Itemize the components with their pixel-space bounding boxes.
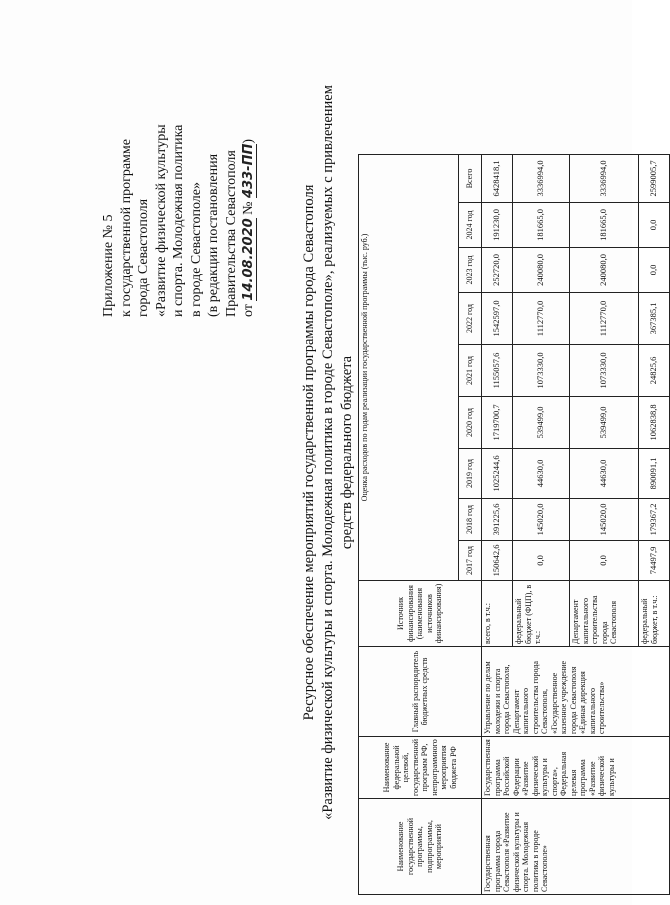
header-source: Источник финансирования (наименования источников финансирования) [359, 580, 482, 646]
value-cell: 1112770,0 [570, 292, 639, 344]
value-cell: 44630,0 [513, 448, 570, 498]
value-cell: 24825,6 [639, 344, 670, 396]
source-cell: всего, в т.ч.: [482, 580, 513, 646]
table-header-row [359, 154, 459, 894]
year-header: 2021 год [459, 344, 482, 396]
value-cell: 539499,0 [513, 396, 570, 448]
total-cell: 3336994,0 [570, 154, 639, 202]
value-cell: 1073330,0 [570, 344, 639, 396]
source-cell: федеральный бюджет (ФЦП), в т.ч.: [513, 580, 570, 646]
year-header: 2017 год [459, 540, 482, 580]
appendix-line: в городе Севастополе» [188, 182, 204, 317]
appendix-line: к государственной программе [118, 139, 134, 317]
total-header: Всего [459, 154, 482, 202]
value-cell: 0,0 [639, 202, 670, 247]
year-header: 2024 год [459, 202, 482, 247]
appendix-line: Приложение № 5 [101, 214, 116, 317]
value-cell: 1112770,0 [513, 292, 570, 344]
value-cell: 150642,6 [482, 540, 513, 580]
federal-program-cell: Государственная программа Российской Федерации «Развитие физической культуры и спорта», Федеральная целевая программа «Развитие физической культуры и [482, 736, 670, 798]
value-cell: 181665,0 [570, 202, 639, 247]
value-cell: 240080,0 [570, 247, 639, 292]
value-cell: 1062838,8 [639, 396, 670, 448]
value-cell: 1719700,7 [482, 396, 513, 448]
value-cell: 890091,1 [639, 448, 670, 498]
value-cell: 367385,1 [639, 292, 670, 344]
year-header: 2022 год [459, 292, 482, 344]
resource-table [358, 154, 670, 895]
table-row [482, 154, 513, 894]
number-prefix: № [241, 201, 256, 215]
header-distributor: Главный распорядитель бюджетных средств [359, 646, 482, 736]
year-header: 2023 год [459, 247, 482, 292]
from-prefix: от [241, 304, 256, 317]
appendix-line: (в редакции постановления [206, 153, 221, 317]
value-cell: 240080,0 [513, 247, 570, 292]
total-cell: 3336994,0 [513, 154, 570, 202]
value-cell: 0,0 [513, 540, 570, 580]
title-line: «Развитие физической культуры и спорта. Молодежная политика в городе Севастополе», реализуемых с привлечением [320, 85, 336, 820]
value-cell: 179367,2 [639, 498, 670, 540]
total-cell: 2599005,7 [639, 154, 670, 202]
header-program-name: Наименование государственной программы, подпрограммы, мероприятий [359, 799, 482, 895]
source-cell: Департамент капитального строительства города Севастополя [570, 580, 639, 646]
appendix-line: «Развитие физической культуры [153, 124, 169, 317]
appendix-line: и спорта. Молодежная политика [171, 124, 186, 317]
value-cell: 1073330,0 [513, 344, 570, 396]
header-estimate: Оценка расходов по годам реализации государственной программы (тыс. руб.) [359, 154, 459, 580]
appendix-block [100, 17, 258, 317]
program-name-cell: Государственная программа города Севастополя «Развитие физической культуры и спорта. Молодежная политика в городе Севастополе» [482, 799, 670, 895]
handwritten-number: 433-ПП [241, 143, 256, 198]
value-cell: 1155057,6 [482, 344, 513, 396]
document-title [300, 30, 357, 875]
value-cell: 539499,0 [570, 396, 639, 448]
value-cell: 252720,0 [482, 247, 513, 292]
header-federal-program: Наименование федеральной целевой, государственной программ РФ, непрограммного мероприятия бюджета РФ [359, 736, 482, 798]
value-cell: 181665,0 [513, 202, 570, 247]
year-header: 2018 год [459, 498, 482, 540]
appendix-line: города Севастополя [136, 198, 151, 317]
total-cell: 6428418,1 [482, 154, 513, 202]
value-cell: 1542597,0 [482, 292, 513, 344]
appendix-line: Правительства Севастополя [223, 150, 239, 317]
value-cell: 1025244,6 [482, 448, 513, 498]
value-cell: 44630,0 [570, 448, 639, 498]
year-header: 2020 год [459, 396, 482, 448]
value-cell: 145020,0 [570, 498, 639, 540]
handwritten-date: 14.08.2020 [241, 218, 256, 301]
title-line: средств федерального бюджета [339, 355, 355, 550]
value-cell: 391225,6 [482, 498, 513, 540]
distributor-cell: Управление по делам молодежи и спорта города Севастополя, Департамент капитального строительства города Севастополя, «Государственное казенное учреждение города Севастополя «Единая дирекция капитального строительства» [482, 646, 670, 736]
year-header: 2019 год [459, 448, 482, 498]
value-cell: 0,0 [570, 540, 639, 580]
source-cell: федеральный бюджет, в т.ч.: [639, 580, 670, 646]
value-cell: 145020,0 [513, 498, 570, 540]
value-cell: 0,0 [639, 247, 670, 292]
appendix-date-line: от 14.08.2020 № 433-ПП) [241, 138, 256, 317]
value-cell: 74497,9 [639, 540, 670, 580]
value-cell: 191230,0 [482, 202, 513, 247]
title-line: Ресурсное обеспечение мероприятий государственной программы города Севастополя [301, 184, 317, 721]
